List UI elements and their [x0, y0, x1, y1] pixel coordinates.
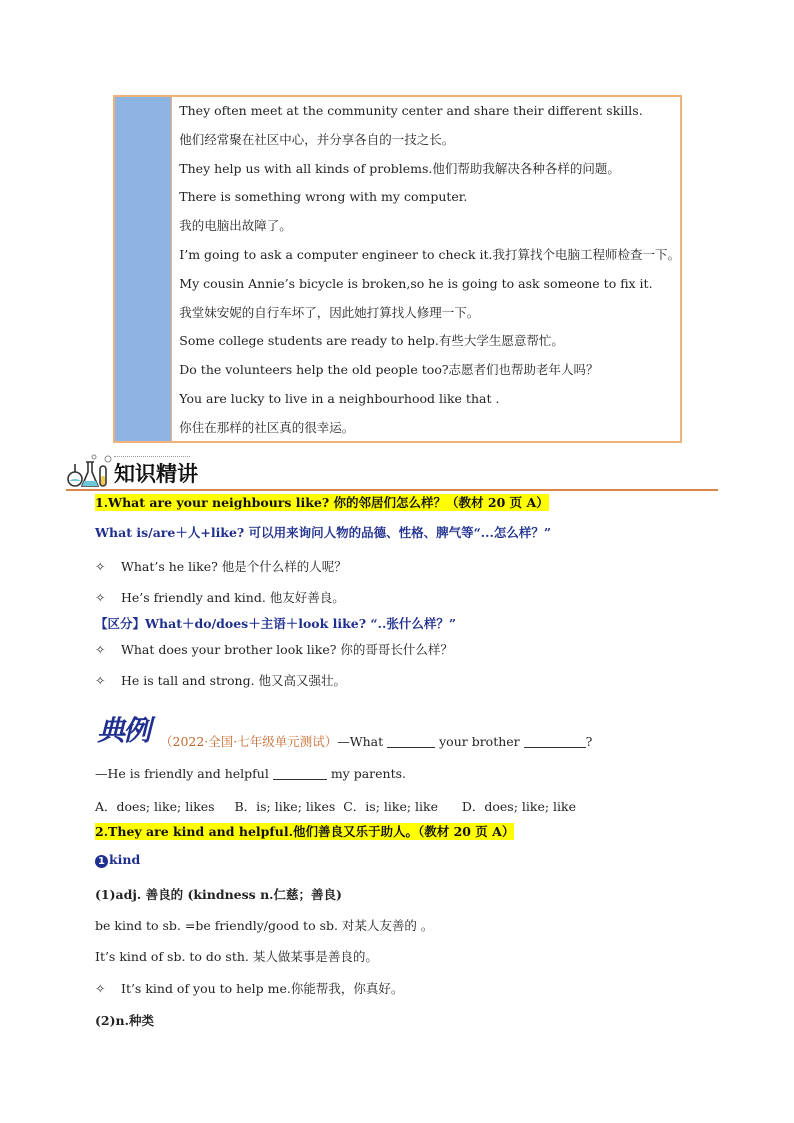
header-rule	[66, 489, 718, 491]
example-logo: 典例	[97, 714, 150, 747]
point-1-note: What is/are＋人+like? 可以用来询问人物的品德、性格、脾气等“...怎么样？”	[95, 525, 552, 540]
distinguish-note: 【区分】What＋do/does＋主语＋look like? “..张什么样？”	[95, 616, 457, 631]
box-line: I’m going to ask a computer engineer to check it.我打算找个电脑工程师检查一下。	[179, 246, 680, 262]
example-question: （2022·全国·七年级单元测试）—What your brother ?	[160, 734, 593, 749]
sentence-box	[113, 95, 682, 443]
box-line: 他们经常聚在社区中心，并分享各自的一技之长。	[179, 131, 455, 147]
diamond-bullet-icon: ✧	[95, 559, 106, 574]
diamond-bullet-icon: ✧	[95, 981, 106, 996]
box-line: 我堂妹安妮的自行车坏了，因此她打算找人修理一下。	[179, 304, 480, 320]
box-line: Some college students are ready to help.有些大学生愿意帮忙。	[179, 333, 564, 349]
box-line: 你住在那样的社区真的很幸运。	[179, 419, 355, 435]
example-line: ✧ It’s kind of you to help me.你能帮我，你真好。	[95, 981, 404, 996]
lab-flask-icon	[66, 452, 112, 492]
box-line: You are lucky to live in a neighbourhood like that .	[179, 390, 500, 406]
example-answer: —He is friendly and helpful my parents.	[95, 766, 406, 781]
kind-noun-heading: (2)n.种类	[95, 1013, 154, 1028]
example-line: ✧ What’s he like? 他是个什么样的人呢？	[95, 559, 347, 574]
kind-adj-heading: (1)adj. 善良的 (kindness n.仁慈；善良)	[95, 887, 342, 902]
box-line: They often meet at the community center and share their different skills.	[179, 103, 643, 118]
box-content	[172, 97, 680, 441]
example-line: ✧ He is tall and strong. 他又高又强壮。	[95, 673, 347, 688]
box-side-bar	[115, 97, 172, 441]
section-title: 知识精讲	[114, 462, 198, 486]
example-options: A．does; like; likes B．is; like; likes C．is; like; like D．does; like; like	[95, 799, 577, 814]
answer-blank[interactable]	[387, 735, 435, 748]
box-line: 我的电脑出故障了。	[179, 218, 292, 234]
diamond-bullet-icon: ✧	[95, 642, 106, 657]
header-dotted-line	[114, 456, 190, 457]
box-line: My cousin Annie’s bicycle is broken,so he is going to ask someone to fix it.	[179, 275, 653, 291]
number-circle-icon: 1	[95, 855, 108, 868]
answer-blank[interactable]	[273, 767, 327, 780]
point-2-heading-text: 2.They are kind and helpful.他们善良又乐于助人。（教材 20 页 A）	[95, 824, 515, 839]
box-line: Do the volunteers help the old people too?志愿者们也帮助老年人吗？	[179, 362, 599, 378]
kind-subheading: 1 kind	[95, 852, 140, 868]
diamond-bullet-icon: ✧	[95, 673, 106, 688]
answer-blank[interactable]	[524, 735, 586, 748]
example-line: ✧ What does your brother look like? 你的哥哥长什么样？	[95, 642, 453, 657]
point-2-heading	[95, 822, 514, 840]
box-line: There is something wrong with my computer.	[179, 189, 468, 205]
section-header	[66, 452, 718, 492]
point-1-heading-text: 1.What are your neighbours like? 你的邻居们怎么样？（教材 20 页 A）	[95, 495, 549, 510]
diamond-bullet-icon: ✧	[95, 590, 106, 605]
usage-line: It’s kind of sb. to do sth. 某人做某事是善良的。	[95, 949, 378, 964]
usage-line: be kind to sb. =be friendly/good to sb. 对某人友善的 。	[95, 918, 434, 933]
box-line: They help us with all kinds of problems.他们帮助我解决各种各样的问题。	[179, 160, 620, 176]
example-line: ✧ He’s friendly and kind. 他友好善良。	[95, 590, 345, 605]
point-1-heading	[95, 493, 549, 511]
